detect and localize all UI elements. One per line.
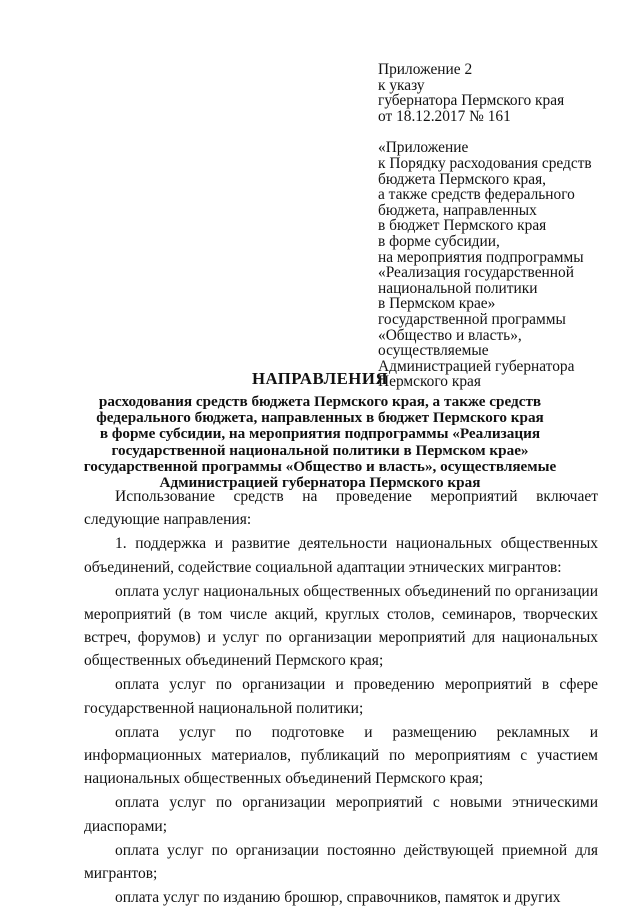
body-paragraph: оплата услуг национальных общественных объединений по организации мероприятий (в том числе акций, круглых столов, семинаров, творческих встреч, форумов) и услуг по организации мероприятий для национальных общественных объединений Пермского края; [84,582,598,670]
appendix-line: Администрацией губернатора [378,357,575,375]
subtitle-line: государственной программы «Общество и власть», осуществляемые [83,457,557,475]
appendix-line: в бюджет Пермского края [378,217,547,235]
body-paragraph: оплата услуг по организации мероприятий с новыми этническими диаспорами; [84,794,598,835]
document-subtitle [0,394,640,491]
document-body [84,485,598,910]
body-paragraph: оплата услуг по изданию брошюр, справочников, памяток и других [115,888,561,906]
appendix-line: в Пермском крае» [378,295,496,313]
subtitle-line: в форме субсидии, на мероприятия подпрограммы «Реализация [99,425,541,443]
appendix-line: в форме субсидии, [378,232,500,250]
document-title: НАПРАВЛЕНИЯ [251,369,388,388]
subtitle-line: Администрацией губернатора Пермского края [159,474,481,492]
body-paragraph: Использование средств на проведение мероприятий включает следующие направления: [84,488,598,529]
subtitle-line: федерального бюджета, направленных в бюджет Пермского края [96,409,544,427]
appendix-line: Приложение 2 [378,61,473,78]
body-paragraph: оплата услуг по организации и проведению мероприятий в сфере государственной национальной политики; [84,676,598,717]
appendix-line: бюджета, направленных [378,201,537,219]
appendix-description [378,140,628,390]
appendix-line: а также средств федерального [378,186,575,204]
subtitle-line: государственной национальной политики в Пермском крае» [111,441,529,459]
appendix-line: бюджета Пермского края, [378,170,547,188]
appendix-line: на мероприятия подпрограммы [378,248,584,266]
appendix-header [378,62,628,390]
appendix-line: «Приложение [378,139,469,157]
appendix-line: к указу [378,76,425,94]
appendix-line: национальной политики [378,279,538,297]
appendix-line: осуществляемые [378,342,489,360]
subtitle-line: расходования средств бюджета Пермского края, а также средств [98,393,542,410]
body-paragraph: оплата услуг по подготовке и размещению рекламных и информационных материалов, публикаций по мероприятиям с участием национальных общественных объединений Пермского края; [84,723,598,788]
body-paragraph: оплата услуг по организации постоянно действующей приемной для мигрантов; [84,841,598,882]
appendix-line: Пермского края [378,373,481,391]
appendix-line: губернатора Пермского края [378,92,565,110]
appendix-line: «Общество и власть», [378,326,522,344]
appendix-line: к Порядку расходования средств [378,154,592,172]
appendix-line: «Реализация государственной [378,264,574,282]
body-paragraph: 1. поддержка и развитие деятельности национальных общественных объединений, содействие социальной адаптации этнических мигрантов: [84,535,598,576]
appendix-reference [378,62,628,124]
appendix-line: государственной программы [378,310,566,328]
appendix-line: от 18.12.2017 № 161 [378,107,511,125]
